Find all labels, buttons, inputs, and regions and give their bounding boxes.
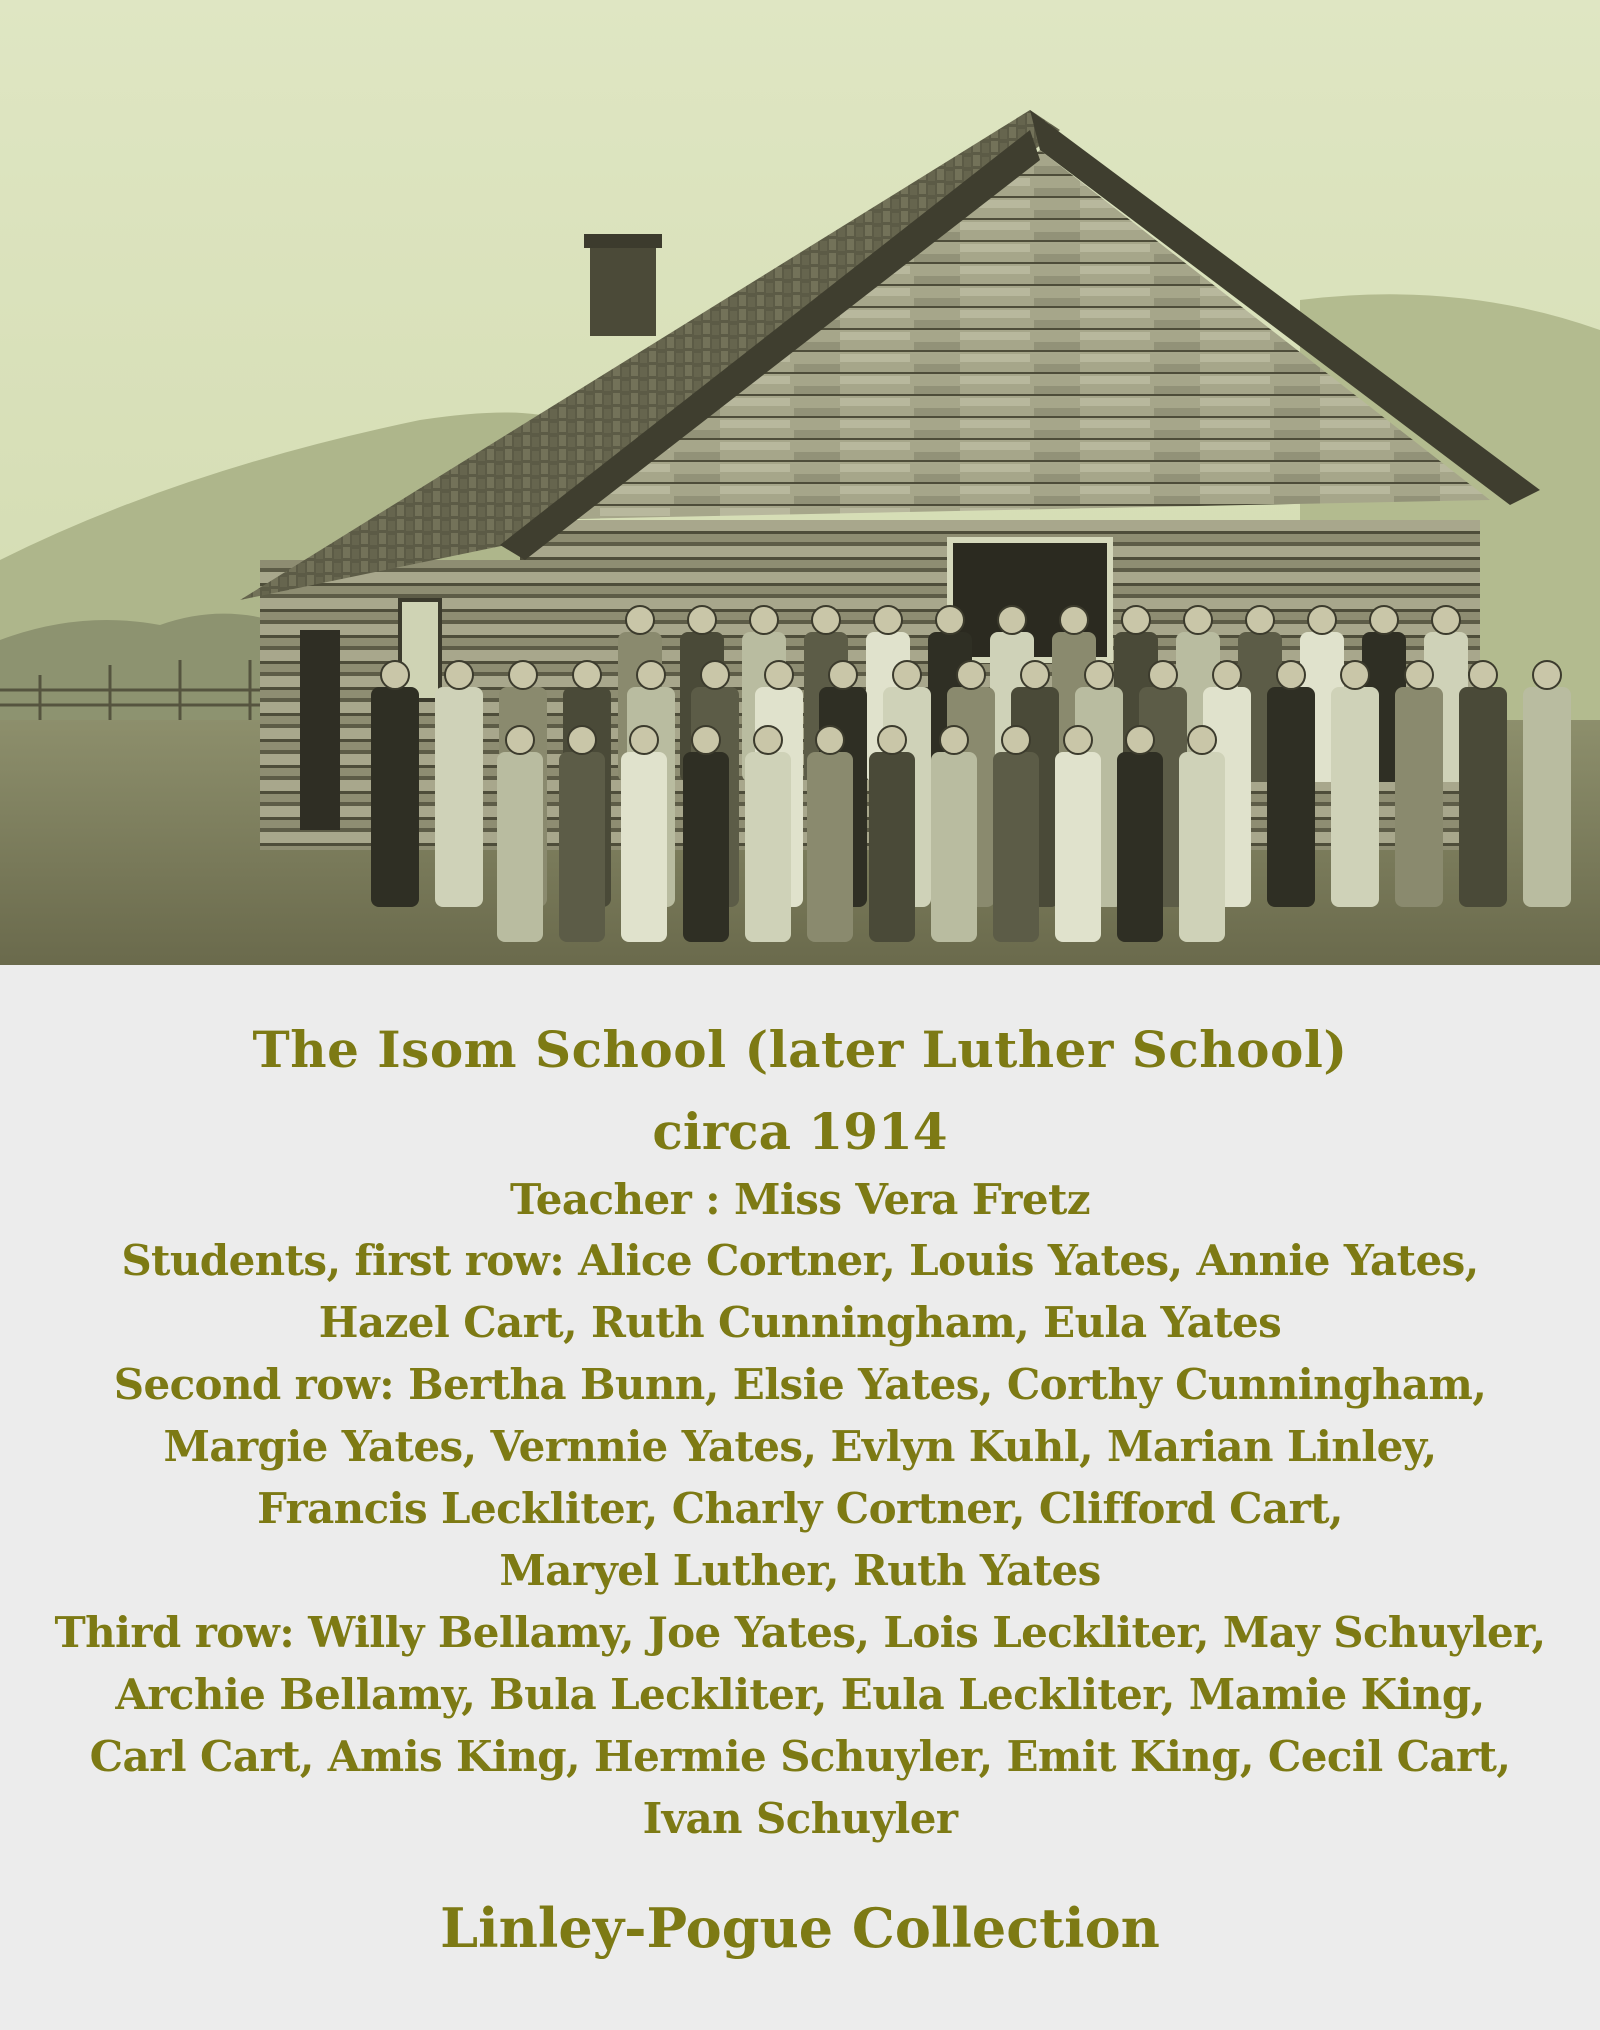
person-head bbox=[754, 726, 782, 754]
school-photo bbox=[0, 0, 1600, 965]
person-figure bbox=[1055, 752, 1101, 942]
person-head bbox=[936, 606, 964, 634]
collection-credit: Linley-Pogue Collection bbox=[440, 1896, 1160, 1960]
person-head bbox=[765, 661, 793, 689]
person-head bbox=[692, 726, 720, 754]
caption-line: Maryel Luther, Ruth Yates bbox=[499, 1546, 1101, 1595]
person-head bbox=[445, 661, 473, 689]
person-head bbox=[509, 661, 537, 689]
caption-line: Carl Cart, Amis King, Hermie Schuyler, Emit King, Cecil Cart, bbox=[89, 1732, 1511, 1781]
caption-year: circa 1914 bbox=[652, 1102, 948, 1161]
caption-line-first-row: Students, first row: Alice Cortner, Louis Yates, Annie Yates, bbox=[121, 1236, 1479, 1285]
person-figure bbox=[1459, 687, 1507, 907]
person-head bbox=[1469, 661, 1497, 689]
person-figure bbox=[745, 752, 791, 942]
person-head bbox=[701, 661, 729, 689]
person-head bbox=[688, 606, 716, 634]
person-head bbox=[1213, 661, 1241, 689]
caption-line-third-row: Third row: Willy Bellamy, Joe Yates, Lois Leckliter, May Schuyler, bbox=[54, 1608, 1546, 1657]
person-figure bbox=[1395, 687, 1443, 907]
person-head bbox=[630, 726, 658, 754]
person-head bbox=[1064, 726, 1092, 754]
person-head bbox=[1184, 606, 1212, 634]
person-head bbox=[1341, 661, 1369, 689]
person-head bbox=[1021, 661, 1049, 689]
caption-line: Francis Leckliter, Charly Cortner, Clifford Cart, bbox=[257, 1484, 1343, 1533]
person-figure bbox=[435, 687, 483, 907]
person-figure bbox=[371, 687, 419, 907]
person-head bbox=[1405, 661, 1433, 689]
caption-line: Margie Yates, Vernnie Yates, Evlyn Kuhl, Marian Linley, bbox=[163, 1422, 1437, 1471]
person-head bbox=[998, 606, 1026, 634]
person-figure bbox=[1117, 752, 1163, 942]
person-head bbox=[1060, 606, 1088, 634]
person-head bbox=[1188, 726, 1216, 754]
person-figure bbox=[993, 752, 1039, 942]
person-head bbox=[1085, 661, 1113, 689]
person-head bbox=[1149, 661, 1177, 689]
person-figure bbox=[621, 752, 667, 942]
person-head bbox=[812, 606, 840, 634]
caption-line: Ivan Schuyler bbox=[642, 1794, 958, 1843]
person-figure bbox=[1267, 687, 1315, 907]
person-head bbox=[637, 661, 665, 689]
person-head bbox=[829, 661, 857, 689]
person-head bbox=[1308, 606, 1336, 634]
caption-title: The Isom School (later Luther School) bbox=[252, 1020, 1348, 1079]
person-head bbox=[957, 661, 985, 689]
caption-line: Archie Bellamy, Bula Leckliter, Eula Leckliter, Mamie King, bbox=[115, 1670, 1485, 1719]
person-figure bbox=[807, 752, 853, 942]
person-head bbox=[893, 661, 921, 689]
person-head bbox=[750, 606, 778, 634]
person-figure bbox=[683, 752, 729, 942]
person-head bbox=[940, 726, 968, 754]
caption-line-teacher: Teacher : Miss Vera Fretz bbox=[509, 1175, 1091, 1224]
person-head bbox=[878, 726, 906, 754]
person-head bbox=[1002, 726, 1030, 754]
person-head bbox=[1246, 606, 1274, 634]
person-figure bbox=[1523, 687, 1571, 907]
person-head bbox=[1277, 661, 1305, 689]
person-head bbox=[1126, 726, 1154, 754]
person-figure bbox=[869, 752, 915, 942]
caption-line: Hazel Cart, Ruth Cunningham, Eula Yates bbox=[318, 1298, 1282, 1347]
person-head bbox=[874, 606, 902, 634]
person-head bbox=[1370, 606, 1398, 634]
person-head bbox=[568, 726, 596, 754]
person-figure bbox=[559, 752, 605, 942]
caption-line-second-row: Second row: Bertha Bunn, Elsie Yates, Corthy Cunningham, bbox=[113, 1360, 1487, 1409]
person-figure bbox=[1179, 752, 1225, 942]
person-figure bbox=[931, 752, 977, 942]
person-head bbox=[506, 726, 534, 754]
person-head bbox=[381, 661, 409, 689]
person-head bbox=[816, 726, 844, 754]
person-figure bbox=[497, 752, 543, 942]
person-figure bbox=[1331, 687, 1379, 907]
person-head bbox=[626, 606, 654, 634]
person-head bbox=[1432, 606, 1460, 634]
person-head bbox=[573, 661, 601, 689]
person-head bbox=[1122, 606, 1150, 634]
person-head bbox=[1533, 661, 1561, 689]
